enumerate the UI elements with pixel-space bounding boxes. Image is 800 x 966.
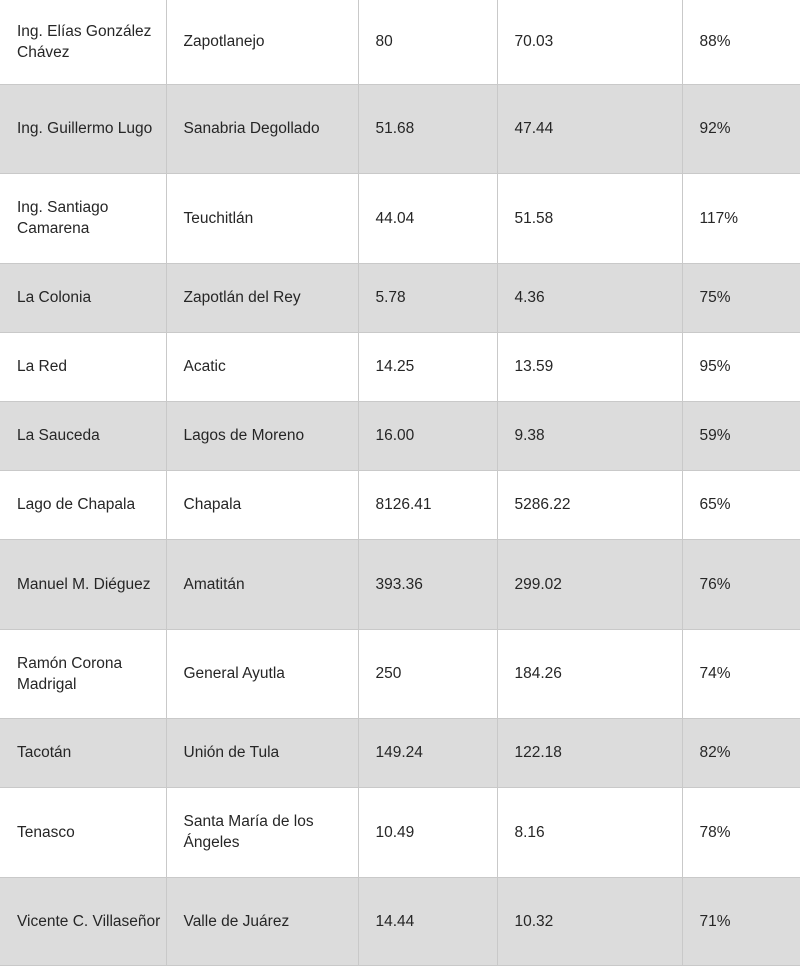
table-row [0, 0, 800, 84]
percent-cell: 74% [682, 629, 800, 718]
table-row [0, 718, 800, 787]
storage-cell: 9.38 [497, 401, 682, 470]
reservoir-name-cell: La Colonia [0, 263, 166, 332]
storage-cell: 5286.22 [497, 470, 682, 539]
capacity-cell: 14.44 [358, 877, 497, 965]
storage-cell: 13.59 [497, 332, 682, 401]
storage-cell: 8.16 [497, 787, 682, 877]
capacity-cell: 393.36 [358, 539, 497, 629]
percent-cell: 117% [682, 173, 800, 263]
capacity-cell: 149.24 [358, 718, 497, 787]
percent-cell: 82% [682, 718, 800, 787]
percent-cell: 95% [682, 332, 800, 401]
storage-cell: 70.03 [497, 0, 682, 84]
table-row [0, 332, 800, 401]
table-row [0, 629, 800, 718]
municipality-cell: Amatitán [166, 539, 358, 629]
percent-cell: 75% [682, 263, 800, 332]
capacity-cell: 10.49 [358, 787, 497, 877]
reservoir-name-cell: Vicente C. Villaseñor [0, 877, 166, 965]
municipality-cell: Lagos de Moreno [166, 401, 358, 470]
storage-cell: 122.18 [497, 718, 682, 787]
capacity-cell: 250 [358, 629, 497, 718]
storage-cell: 4.36 [497, 263, 682, 332]
reservoir-name-cell: Ramón Corona Madrigal [0, 629, 166, 718]
storage-cell: 184.26 [497, 629, 682, 718]
municipality-cell: Unión de Tula [166, 718, 358, 787]
municipality-cell: Valle de Juárez [166, 877, 358, 965]
storage-cell: 299.02 [497, 539, 682, 629]
percent-cell: 88% [682, 0, 800, 84]
capacity-cell: 80 [358, 0, 497, 84]
municipality-cell: Teuchitlán [166, 173, 358, 263]
capacity-cell: 44.04 [358, 173, 497, 263]
reservoir-name-cell: La Sauceda [0, 401, 166, 470]
capacity-cell: 5.78 [358, 263, 497, 332]
capacity-cell: 14.25 [358, 332, 497, 401]
table-row [0, 539, 800, 629]
percent-cell: 92% [682, 84, 800, 173]
reservoir-name-cell: Tacotán [0, 718, 166, 787]
reservoir-name-cell: Ing. Santiago Camarena [0, 173, 166, 263]
reservoir-name-cell: La Red [0, 332, 166, 401]
reservoir-name-cell: Manuel M. Diéguez [0, 539, 166, 629]
table-row [0, 787, 800, 877]
capacity-cell: 8126.41 [358, 470, 497, 539]
table-row [0, 401, 800, 470]
table-row [0, 263, 800, 332]
reservoir-name-cell: Ing. Elías González Chávez [0, 0, 166, 84]
percent-cell: 71% [682, 877, 800, 965]
storage-cell: 10.32 [497, 877, 682, 965]
table-row [0, 877, 800, 965]
reservoir-name-cell: Tenasco [0, 787, 166, 877]
percent-cell: 59% [682, 401, 800, 470]
percent-cell: 65% [682, 470, 800, 539]
capacity-cell: 16.00 [358, 401, 497, 470]
capacity-cell: 51.68 [358, 84, 497, 173]
percent-cell: 78% [682, 787, 800, 877]
percent-cell: 76% [682, 539, 800, 629]
municipality-cell: General Ayutla [166, 629, 358, 718]
storage-cell: 51.58 [497, 173, 682, 263]
table-row [0, 84, 800, 173]
reservoir-name-cell: Ing. Guillermo Lugo [0, 84, 166, 173]
municipality-cell: Acatic [166, 332, 358, 401]
municipality-cell: Santa María de los Ángeles [166, 787, 358, 877]
municipality-cell: Zapotlán del Rey [166, 263, 358, 332]
reservoir-name-cell: Lago de Chapala [0, 470, 166, 539]
table-row [0, 173, 800, 263]
municipality-cell: Chapala [166, 470, 358, 539]
storage-cell: 47.44 [497, 84, 682, 173]
municipality-cell: Zapotlanejo [166, 0, 358, 84]
municipality-cell: Sanabria Degollado [166, 84, 358, 173]
table-row [0, 470, 800, 539]
